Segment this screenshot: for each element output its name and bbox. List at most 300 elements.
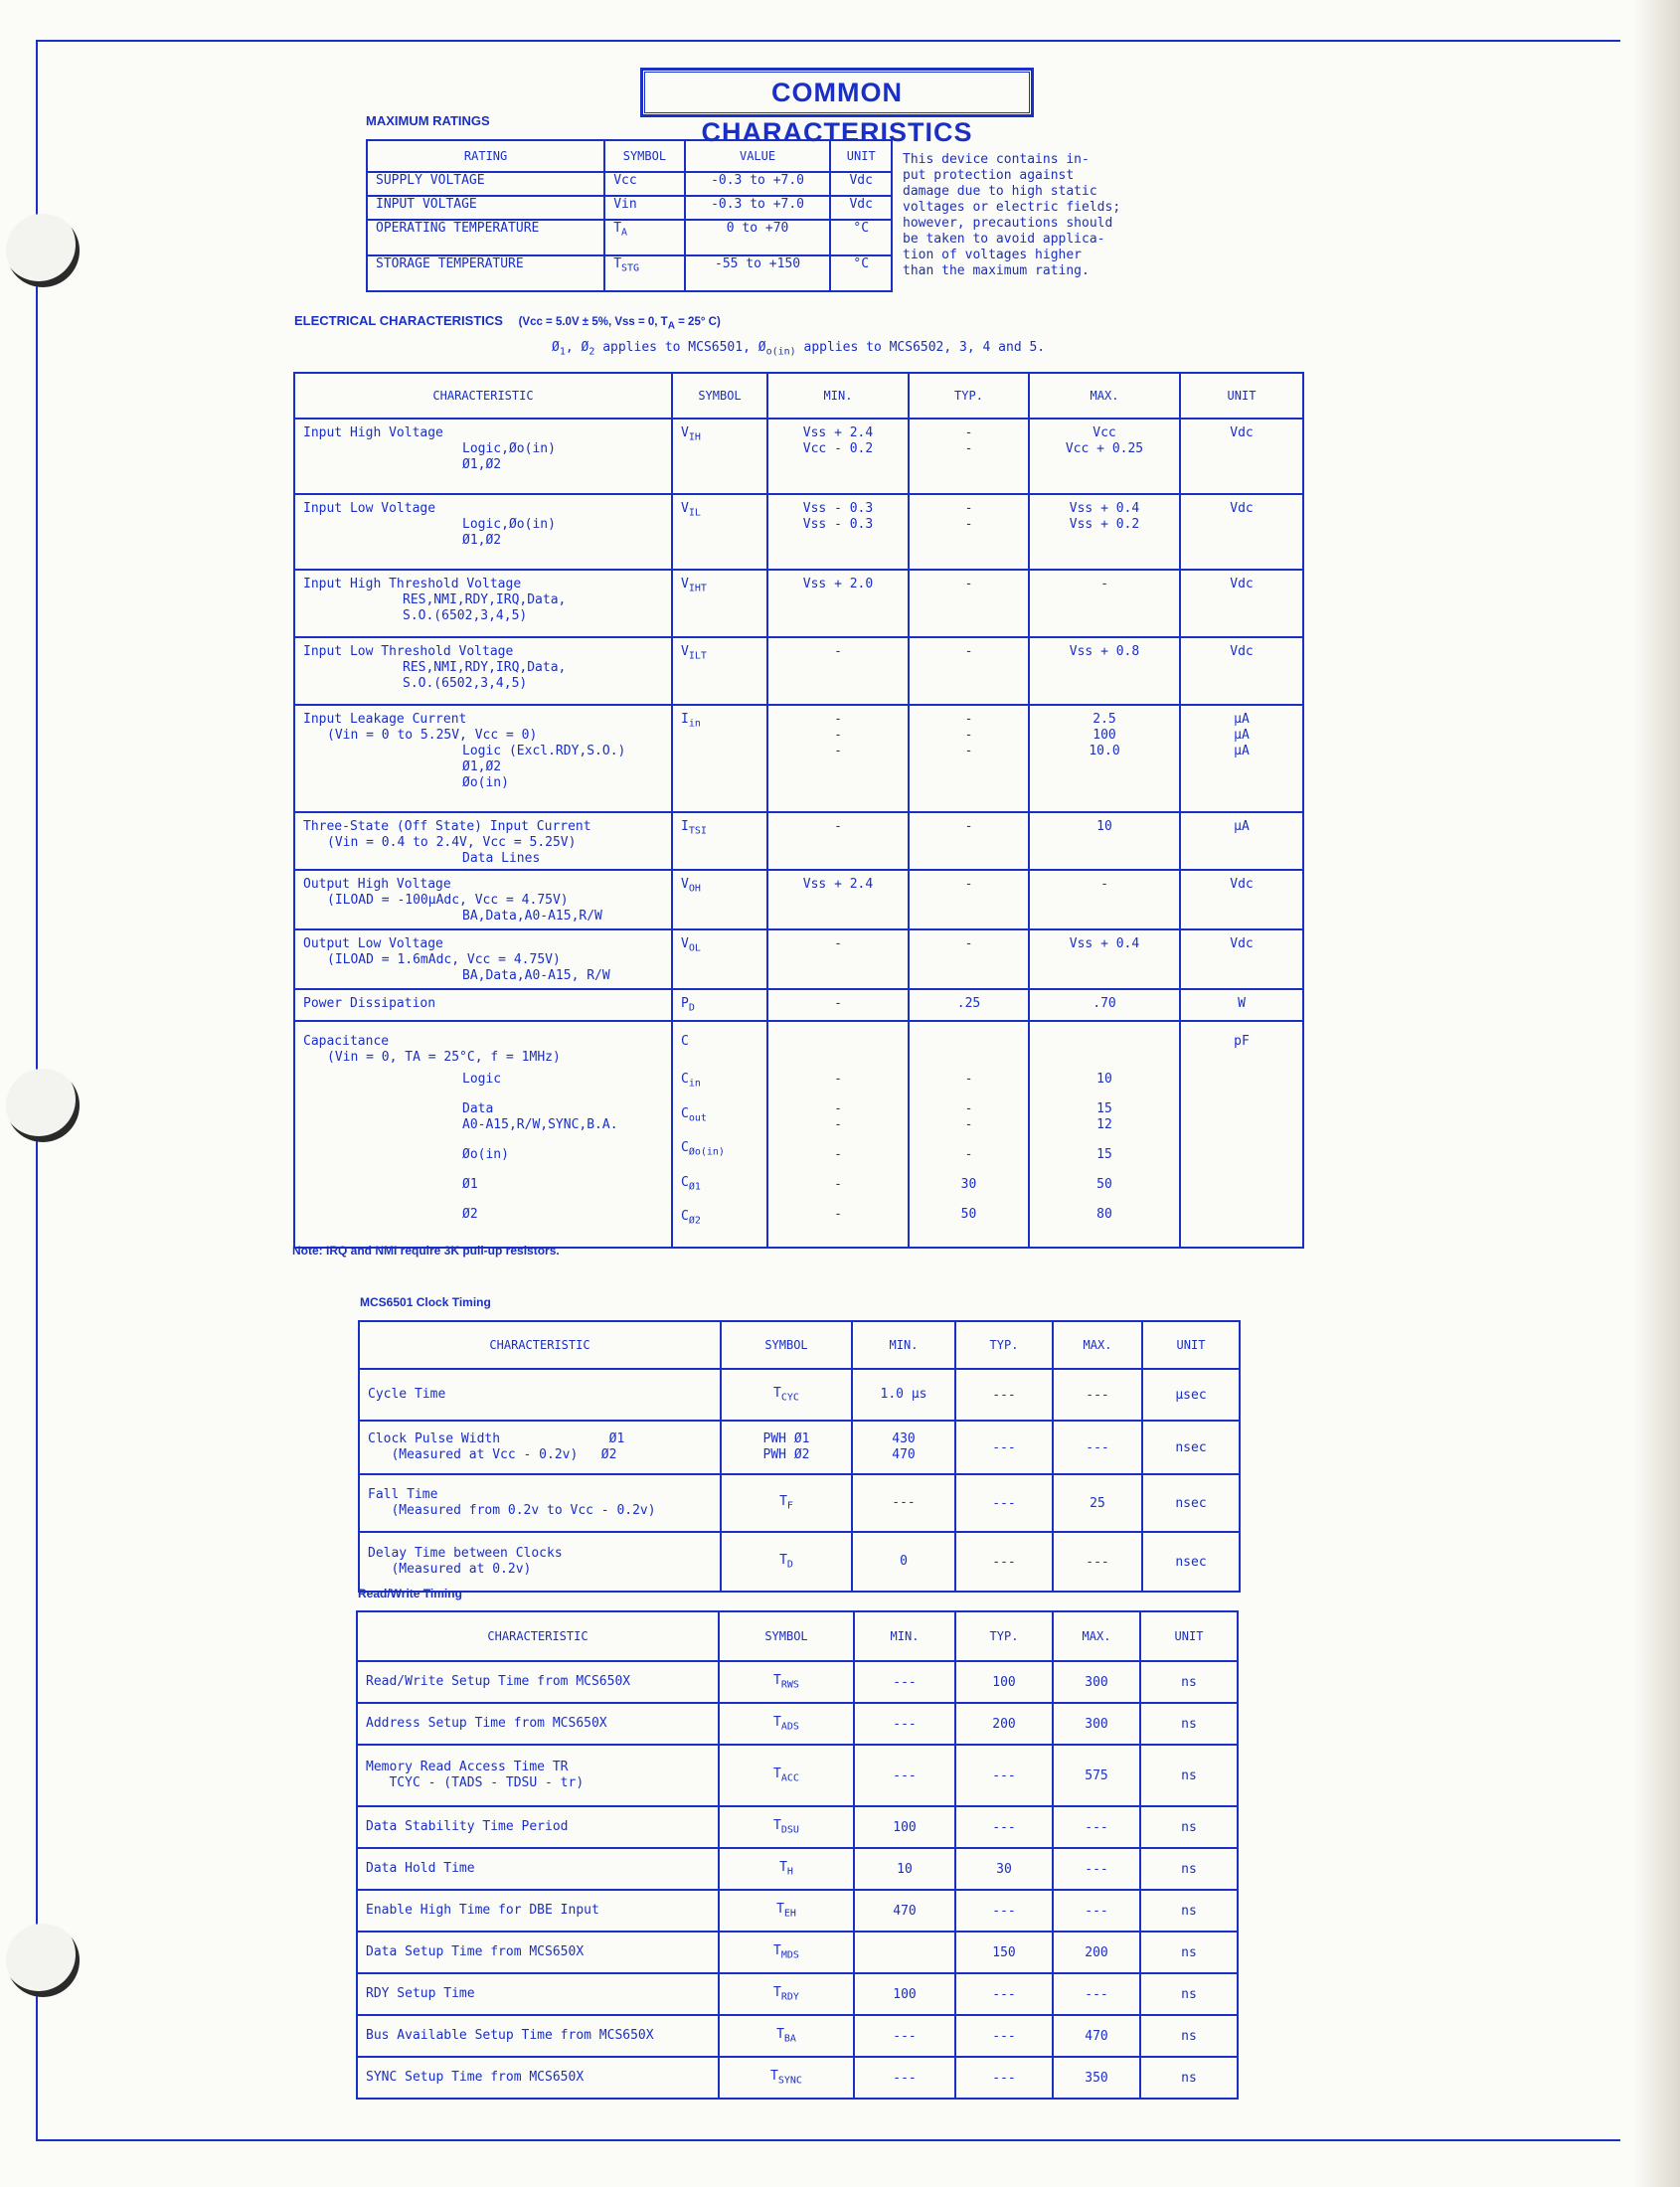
unit-cell: pF [1180,1021,1303,1248]
symbol-main: T [770,2069,778,2085]
value-cell: 0 to +70 [685,220,831,255]
symbol-cell [604,220,684,255]
symbol [773,1766,799,1784]
symbol-cell [719,1661,854,1703]
symbol-main: T [773,1943,781,1959]
symbol-sub: H [786,1866,793,1878]
max-cell [1029,812,1180,870]
pullup-footnote: Note: IRQ and NMI require 3K pull-up resistors. [292,1244,560,1258]
cell-line: .25 [956,996,981,1011]
symbol [770,2069,802,2087]
cell-line: Vdc [1230,425,1254,440]
table-row [357,2057,1238,2099]
capacitance-value: 15 [1096,1101,1112,1116]
characteristic-detail: Data Lines [462,851,541,866]
capacitance-symbol [681,1209,758,1230]
max-cell: --- [1053,1890,1140,1932]
unit-cell: ns [1140,1806,1238,1848]
characteristic-detail: (ILOAD = -100µAdc, Vcc = 4.75V) [327,893,569,908]
cell-line: Vss + 0.4 [1069,501,1140,516]
table-row [357,1973,1238,2015]
column-header: MIN. [767,373,909,419]
column-header: MAX. [1053,1611,1140,1661]
symbol-cell [719,1973,854,2015]
symbol-main: T [776,2027,784,2043]
cell-line: Address Setup Time from MCS650X [366,1716,607,1731]
electrical-conditions: (Vcc = 5.0V ± 5%, Vss = 0, $T_A = 25^\circ$ C) [518,316,721,332]
symbol-main: C [681,1034,689,1049]
cell-line: - [964,728,973,743]
symbol [681,425,701,443]
note-line: voltages or electric fields; [903,200,1121,215]
rw-timing-heading: Read/Write Timing [358,1587,462,1600]
symbol: Vcc [613,173,637,188]
cell-line: - [964,936,973,951]
rating-cell: SUPPLY VOLTAGE [367,172,604,196]
cell-line: - [1100,877,1108,892]
symbol [773,1673,799,1691]
unit-cell [1180,989,1303,1021]
capacitance-value: - [964,1072,973,1087]
characteristic-name: Input Low Voltage [303,501,436,516]
min-cell: 100 [854,1806,955,1848]
characteristic-cell [357,2015,719,2057]
symbol-sub: in [688,718,701,730]
cell-line: 430 [892,1431,916,1446]
typ-cell: 200 [955,1703,1053,1745]
symbol-main: T [773,1985,781,2001]
table-row [294,419,1303,494]
cell-line: Vdc [1230,936,1254,951]
cell-line: - [1100,577,1108,591]
capacitance-value: - [834,1117,842,1132]
symbol-cell [672,989,767,1021]
cell-line: 100 [1092,728,1116,743]
cell-line: - [834,744,842,758]
symbol-cell [672,419,767,494]
clock-timing-table [358,1320,1241,1593]
column-header: VALUE [685,140,831,172]
characteristic-name: Power Dissipation [303,996,436,1011]
symbol-main: V [681,501,689,516]
symbol-sub: EH [783,1908,796,1920]
cell-line: PWH Ø2 [762,1447,810,1462]
symbol-cell [672,1021,767,1248]
max-cell: 575 [1053,1745,1140,1806]
characteristic-detail: Øo(in) [462,775,509,790]
unit-cell [1180,570,1303,637]
characteristic-name: Input Leakage Current [303,712,467,727]
unit-cell: nsec [1142,1421,1240,1474]
column-header: RATING [367,140,604,172]
typ-cell [909,637,1029,705]
table-row [294,494,1303,570]
max-cell: 470 [1053,2015,1140,2057]
characteristic-detail: Logic,Øo(in) [462,517,556,532]
cell-line: - [964,441,973,456]
symbol-main: V [681,577,689,591]
cell-line: Enable High Time for DBE Input [366,1903,599,1918]
characteristic-name: Input High Voltage [303,425,443,440]
typ-cell [909,870,1029,929]
cell-line: 2.5 [1092,712,1116,727]
characteristic-cell [294,812,672,870]
min-cell [767,929,909,989]
symbol-cell [604,255,684,291]
symbol-main: C [681,1072,689,1087]
clock-applicability: $Ø_1$, $Ø_2$ applies to MCS6501, $Ø_{o(in)}$ applies to MCS6502, 3, 4 and 5. [552,340,1046,358]
binder-hole [6,214,80,287]
unit-cell: µsec [1142,1369,1240,1421]
symbol [773,1943,799,1961]
max-cell [1029,1021,1180,1248]
capacitance-symbol [681,1175,758,1196]
cell-line: Fall Time [368,1487,438,1502]
rw-timing-table [356,1610,1239,2100]
symbol-cell [672,929,767,989]
symbol-cell [721,1369,852,1421]
cell-line: µA [1234,819,1250,834]
typ-cell: --- [955,2015,1053,2057]
max-cell: --- [1053,1421,1142,1474]
max-cell: 350 [1053,2057,1140,2099]
symbol [681,644,707,662]
capacitance-value: 50 [960,1207,977,1222]
symbol-sub: DSU [780,1824,799,1836]
symbol-main: T [773,1818,781,1834]
unit-cell [1180,870,1303,929]
cell-line: (Measured at Vcc - 0.2v) Ø2 [368,1447,617,1462]
value-cell: -0.3 to +7.0 [685,196,831,220]
max-cell [1029,989,1180,1021]
symbol-main: P [681,996,689,1011]
capacitance-symbol [681,1106,758,1127]
symbol-main: T [773,1766,781,1782]
cell-line: Data Hold Time [366,1861,475,1876]
min-cell [767,637,909,705]
capacitance-symbol [681,1140,758,1161]
max-cell [1029,705,1180,812]
symbol [779,1860,793,1878]
min-cell [767,812,909,870]
typ-cell: --- [955,1369,1053,1421]
symbol-main: V [681,644,689,659]
symbol-cell [672,705,767,812]
max-cell: --- [1053,1973,1140,2015]
symbol-sub: CYC [780,1392,799,1404]
symbol-sub: out [688,1112,707,1124]
unit-cell [1180,419,1303,494]
rating-cell: STORAGE TEMPERATURE [367,255,604,291]
table-row [357,1745,1238,1806]
symbol-sub: IHT [688,583,707,594]
characteristic-name: Output High Voltage [303,877,451,892]
note-line: tion of voltages higher [903,248,1083,262]
symbol-main: T [773,1673,781,1689]
electrical-heading [294,313,721,331]
max-cell [1029,637,1180,705]
symbol-sub: SYNC [777,2075,802,2087]
symbol-main: T [773,1386,781,1402]
column-header: SYMBOL [721,1321,852,1369]
typ-cell: --- [955,2057,1053,2099]
symbol-sub: Ø2 [688,1215,701,1227]
symbol-sub: A [621,227,628,239]
value-cell: -55 to +150 [685,255,831,291]
symbol-cell [719,1890,854,1932]
cell-line: Vss + 0.8 [1069,644,1140,659]
symbol-sub: TSI [688,825,707,837]
symbol-main: V [681,877,689,892]
characteristic-cell [294,929,672,989]
symbol-main: C [681,1174,689,1190]
table-row [357,1848,1238,1890]
capacitance-value: 30 [960,1177,977,1192]
capacitance-value: 10 [1096,1072,1112,1087]
typ-cell [909,812,1029,870]
electrical-title: ELECTRICAL CHARACTERISTICS [294,313,503,328]
value-cell: -0.3 to +7.0 [685,172,831,196]
unit-cell: ns [1140,2015,1238,2057]
symbol-cell [719,1806,854,1848]
column-header: MAX. [1029,373,1180,419]
symbol-cell [721,1474,852,1532]
symbol-main: T [773,1715,781,1731]
symbol-sub: OH [688,883,701,895]
characteristic-name: Output Low Voltage [303,936,443,951]
table-row [294,812,1303,870]
symbol-main: T [779,1860,787,1876]
cell-line: Vcc [1092,425,1116,440]
cell-line: Bus Available Setup Time from MCS650X [366,2028,654,2043]
cell-line: --- [892,1495,916,1510]
table-row [367,172,892,196]
symbol-main: I [681,712,689,727]
table-row [357,2015,1238,2057]
characteristic-cell [294,494,672,570]
symbol-cell [719,1932,854,1973]
cell-line: Vss + 0.4 [1069,936,1140,951]
symbol-sub: BA [783,2033,796,2045]
table-row [294,705,1303,812]
table-row [367,220,892,255]
characteristic-cell [294,870,672,929]
capacitance-value: - [834,1072,842,1087]
max-cell: 200 [1053,1932,1140,1973]
characteristic-cell [294,1021,672,1248]
cell-line: RDY Setup Time [366,1986,475,2001]
symbol-cell [604,196,684,220]
column-header: CHARACTERISTIC [357,1611,719,1661]
cell-line: Vss + 2.0 [802,577,874,591]
typ-cell [909,494,1029,570]
cell-line: - [964,425,973,440]
unit-cell: ns [1140,1848,1238,1890]
symbol [681,577,707,594]
capacitance-value: 12 [1096,1117,1112,1132]
symbol-main: T [779,1494,787,1510]
symbol [773,1818,799,1836]
typ-cell: --- [955,1421,1053,1474]
column-header: MIN. [852,1321,955,1369]
column-header: TYP. [955,1321,1053,1369]
characteristic-cell [357,1703,719,1745]
symbol-main: C [681,1105,689,1121]
typ-cell: --- [955,1532,1053,1592]
symbol-sub: F [786,1500,793,1512]
max-cell: 300 [1053,1661,1140,1703]
characteristic-cell [357,1661,719,1703]
cell-line: Memory Read Access Time TR [366,1760,569,1774]
cell-line: Vdc [1230,644,1254,659]
characteristic-cell [357,1973,719,2015]
unit-cell: ns [1140,2057,1238,2099]
cell-line: - [964,517,973,532]
capacitance-value: - [964,1147,973,1162]
cell-line: µA [1234,712,1250,727]
note-line: damage due to high static [903,184,1097,199]
typ-cell: --- [955,1745,1053,1806]
symbol-cell [672,570,767,637]
column-header: CHARACTERISTIC [359,1321,721,1369]
symbol-cell [672,494,767,570]
clock-timing-heading: MCS6501 Clock Timing [360,1295,491,1309]
symbol-cell [719,1745,854,1806]
characteristic-cell [357,1932,719,1973]
unit-cell: ns [1140,1973,1238,2015]
cell-line: - [964,577,973,591]
cell-line: SYNC Setup Time from MCS650X [366,2070,585,2085]
column-header: SYMBOL [719,1611,854,1661]
characteristic-cell [357,1745,719,1806]
typ-cell: 100 [955,1661,1053,1703]
characteristic-detail: BA,Data,A0-A15,R/W [462,909,602,924]
min-cell [767,705,909,812]
page-title: COMMON CHARACTERISTICS [642,70,1032,115]
min-cell [852,1474,955,1532]
cell-line: - [834,712,842,727]
cell-line: Vdc [1230,877,1254,892]
max-cell: --- [1053,1806,1140,1848]
min-cell [852,1421,955,1474]
table-row [359,1421,1240,1474]
cell-line: - [834,728,842,743]
table-row [359,1369,1240,1421]
unit-cell: ns [1140,1745,1238,1806]
symbol-main: T [779,1553,787,1569]
symbol-main: T [613,221,622,236]
max-cell [1029,870,1180,929]
max-ratings-table [366,139,893,292]
characteristic-name: Three-State (Off State) Input Current [303,819,591,834]
cell-line: PWH Ø1 [762,1431,810,1446]
symbol-main: C [681,1140,689,1156]
table-row [357,1661,1238,1703]
column-header: UNIT [1140,1611,1238,1661]
symbol-sub: STG [621,262,640,274]
min-cell: --- [854,1745,955,1806]
capacitance-item: Øo(in) [462,1147,509,1162]
table-row [357,1890,1238,1932]
symbol-cell [719,1703,854,1745]
table-row [294,1021,1303,1248]
typ-cell [909,1021,1029,1248]
symbol-cell [721,1532,852,1592]
symbol-sub: D [786,1559,793,1571]
cell-line: Vdc [1230,577,1254,591]
capacitance-value: - [834,1147,842,1162]
column-header: CHARACTERISTIC [294,373,672,419]
cell-line: TCYC - (TADS - TDSU - tr) [366,1775,585,1790]
characteristic-cell [359,1369,721,1421]
note-line: however, precautions should [903,216,1113,231]
cell-line: (Measured at 0.2v) [368,1562,532,1577]
unit-cell: nsec [1142,1532,1240,1592]
symbol [681,877,701,895]
cell-line: µA [1234,744,1250,758]
cell-line: 0 [900,1554,908,1569]
symbol-sub: ADS [780,1721,799,1733]
symbol [779,1553,793,1571]
min-cell: --- [854,2015,955,2057]
characteristic-detail: (Vin = 0.4 to 2.4V, Vcc = 5.25V) [327,835,577,850]
max-cell: 300 [1053,1703,1140,1745]
symbol-sub: ILT [688,650,707,662]
max-cell: 25 [1053,1474,1142,1532]
typ-cell: --- [955,1806,1053,1848]
binder-hole [6,1924,80,1997]
unit-cell: ns [1140,1890,1238,1932]
characteristic-detail: Logic,Øo(in) [462,441,556,456]
cell-line: Cycle Time [368,1387,446,1402]
table-row [367,255,892,291]
cell-line: Clock Pulse Width Ø1 [368,1431,625,1446]
symbol-sub: ACC [780,1772,799,1784]
unit-cell [1180,929,1303,989]
cell-line: Vcc - 0.2 [802,441,874,456]
column-header: UNIT [1142,1321,1240,1369]
symbol [681,501,701,519]
characteristic-cell [294,705,672,812]
column-header: SYMBOL [672,373,767,419]
capacitance-value: - [964,1101,973,1116]
unit-cell [1180,494,1303,570]
cell-line: 10.0 [1089,744,1120,758]
unit-cell [1180,705,1303,812]
symbol-sub: OL [688,942,701,954]
characteristic-detail: S.O.(6502,3,4,5) [403,676,528,691]
cell-line: Vcc + 0.25 [1065,441,1144,456]
cell-line: Data Setup Time from MCS650X [366,1944,585,1959]
typ-cell [909,989,1029,1021]
capacitance-value: 15 [1096,1147,1112,1162]
capacitance-value: 80 [1096,1207,1112,1222]
symbol [681,712,701,730]
typ-cell [909,570,1029,637]
symbol-sub: MDS [780,1949,799,1961]
min-cell: --- [854,2057,955,2099]
characteristic-detail: (ILOAD = 1.6mAdc, Vcc = 4.75V) [327,952,561,967]
min-cell [852,1532,955,1592]
characteristic-detail: BA,Data,A0-A15, R/W [462,968,610,983]
characteristic-detail: S.O.(6502,3,4,5) [403,608,528,623]
note-line: put protection against [903,168,1075,183]
unit-cell: nsec [1142,1474,1240,1532]
symbol-cell [719,1848,854,1890]
characteristic-detail: RES,NMI,RDY,IRQ,Data, [403,592,567,607]
column-header: MIN. [854,1611,955,1661]
symbol-cell [719,2057,854,2099]
